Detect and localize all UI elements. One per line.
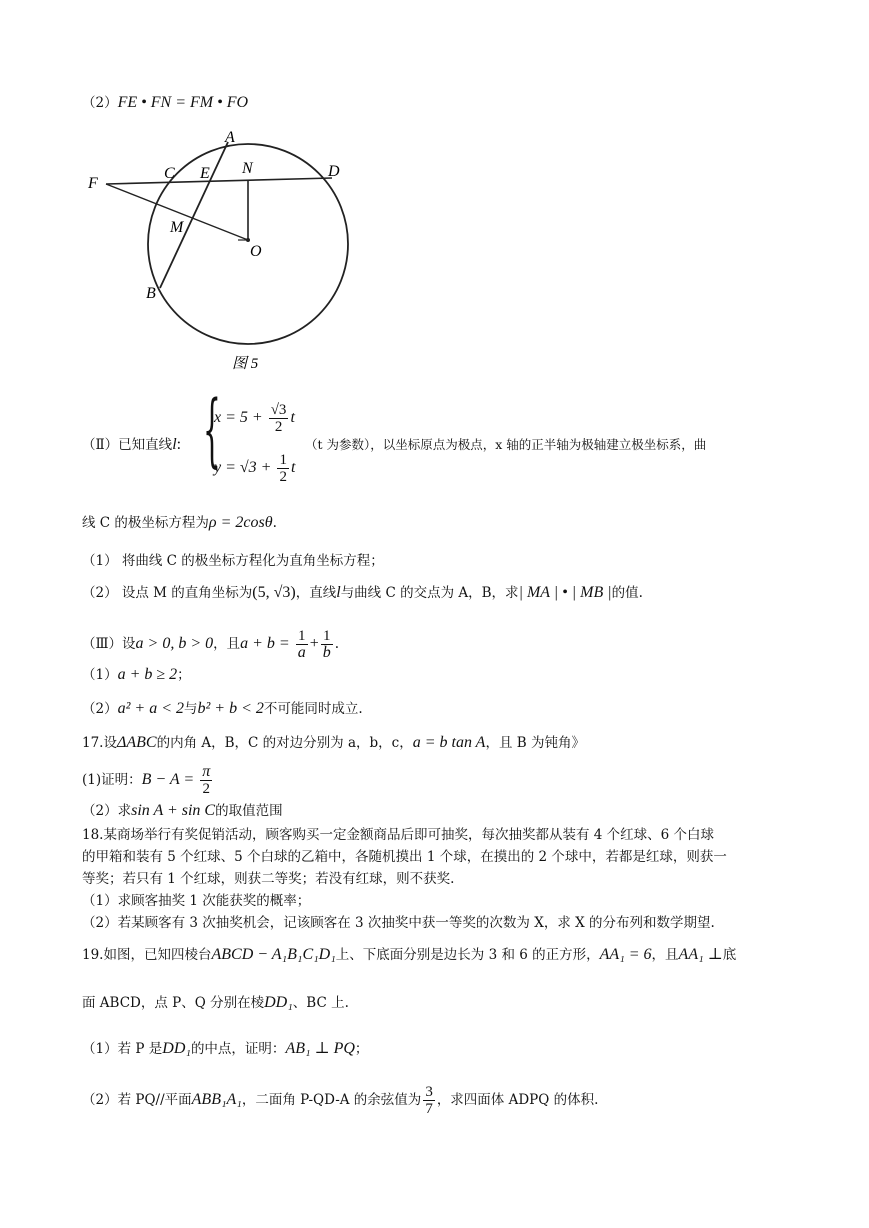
- part2-intro-prefix: （Ⅱ）已知直线: [82, 437, 173, 453]
- part3-q1-suffix: ；: [177, 667, 191, 683]
- eq1-num: √3: [270, 402, 287, 418]
- q19-l3-dd1: DD₁: [162, 1040, 191, 1057]
- q17-p1-expression: B − A =: [141, 771, 199, 788]
- label-F: F: [88, 175, 98, 192]
- eq1-tail: t: [290, 409, 295, 426]
- q17-triangle: ΔABC: [116, 734, 157, 751]
- q19-l2-suffix: 、BC 上.: [292, 995, 349, 1011]
- label-E: E: [200, 165, 210, 182]
- q17-stem: [82, 734, 585, 752]
- q18-line1: 18.某商场举行有奖促销活动，顾客购买一定金额商品后即可抽奖，每次抽奖都从装有 4 个红球、6 个白球: [82, 827, 715, 843]
- line2-prefix: 线 C 的极坐标方程为: [82, 515, 209, 531]
- q17-p2-prefix: （2）求: [82, 803, 132, 819]
- eq2-lhs: y = √3 +: [214, 459, 276, 476]
- part3-q1-num: （1）: [82, 667, 118, 683]
- frac1-num: 1: [296, 628, 308, 645]
- q19-l3-suffix: ；: [354, 1041, 369, 1057]
- eq2-tail: t: [290, 459, 296, 476]
- eq1-fraction: [269, 402, 289, 435]
- figure-caption: 图 5: [232, 356, 259, 372]
- part3-q2: [82, 700, 363, 718]
- pi-over-2: [200, 764, 212, 797]
- q19-line3: [82, 1040, 368, 1058]
- point-M: (5, √3): [252, 584, 296, 601]
- q18-line4: （1）求顾客抽奖 1 次能获奖的概率；: [82, 893, 311, 909]
- q2-mid2: 与曲线 C 的交点为 A，B，求: [340, 585, 519, 601]
- frac2-num: 1: [321, 628, 333, 645]
- secant-FD: [106, 178, 332, 184]
- line-name: l: [172, 436, 177, 453]
- point-O: [246, 238, 250, 242]
- pi-den: 2: [202, 781, 210, 797]
- geometry-figure: [82, 128, 362, 378]
- part3-q2-num: （2）: [82, 701, 118, 717]
- label-B: B: [146, 285, 156, 302]
- q18-line2: 的甲箱和装有 5 个红球、5 个白球的乙箱中，各随机摸出 1 个球，在摸出的 2 个球中，若都是红球，则获一: [82, 849, 727, 865]
- sub2-number: （2）: [82, 95, 118, 111]
- q19-den: 7: [425, 1101, 433, 1117]
- q19-edge-dd1: DD₁: [264, 994, 293, 1011]
- label-M: M: [170, 219, 184, 236]
- q2-expression: | MA | • | MB |: [518, 584, 612, 601]
- eq2-num: 1: [279, 452, 287, 468]
- q19-l1-suffix: 底: [722, 947, 737, 963]
- q2-suffix: 的值.: [611, 585, 643, 601]
- q19-l3-perp: AB₁ ⊥ PQ: [285, 1040, 355, 1057]
- pi-num: π: [202, 763, 211, 780]
- q17-p2-expression: sin A + sin C: [131, 802, 216, 819]
- frac2-den: b: [322, 644, 331, 661]
- q2-prefix: （2） 设点 M 的直角坐标为: [82, 585, 253, 601]
- q19-l1-mid: 上、下底面分别是边长为 3 和 6 的正方形，: [335, 947, 600, 963]
- q19-frustum: ABCD − A₁B₁C₁D₁: [211, 946, 336, 963]
- q19-num: 3: [425, 1084, 433, 1100]
- q18-line3: 等奖；若只有 1 个红球，则获二等奖；若没有红球，则不获奖.: [82, 871, 455, 887]
- part1-sub2: [82, 94, 248, 112]
- q17-expression: a = b tan A: [412, 734, 486, 751]
- q19-l4-mid: ，二面角 P-QD-A 的余弦值为: [241, 1092, 422, 1108]
- part3-q1: [82, 666, 191, 684]
- q17-prefix: 17.设: [82, 735, 117, 751]
- part3-q2-mid: 与: [183, 701, 198, 717]
- frac1-den: a: [297, 644, 306, 661]
- q18-line5: （2）若某顾客有 3 次抽奖机会，记该顾客在 3 次抽奖中获一等奖的次数为 X，求 X 的分布列和数学期望.: [82, 915, 715, 931]
- part2-intro: （Ⅱ）已知直线l:: [82, 436, 182, 453]
- part3-prefix: （Ⅲ）设: [82, 636, 136, 652]
- line2-suffix: .: [272, 515, 277, 531]
- q19-aa1-length: AA₁ = 6: [599, 946, 652, 963]
- q17-mid: 的内角 A，B，C 的对边分别为 a，b，c，: [156, 735, 413, 751]
- part2-q2: [82, 584, 643, 602]
- q19-line4: [82, 1084, 598, 1117]
- q17-suffix: ，且 B 为钝角》: [485, 735, 585, 751]
- q19-aa1-perp: AA₁ ⊥: [678, 946, 723, 963]
- equation-y: [214, 452, 295, 485]
- part3-q1-expression: a + b ≥ 2: [117, 666, 178, 683]
- eq1-den: 2: [274, 419, 283, 435]
- q19-l4-suffix: ，求四面体 ADPQ 的体积.: [436, 1092, 599, 1108]
- q19-plane: ABB₁A₁: [191, 1091, 242, 1108]
- part2-line2: [82, 514, 277, 532]
- part3-suffix: .: [334, 636, 340, 652]
- part2-q1: （1） 将曲线 C 的极坐标方程化为直角坐标方程；: [82, 553, 384, 569]
- eq2-fraction: [277, 452, 289, 485]
- part3-mid: ，且: [213, 636, 241, 652]
- q19-l3-prefix: （1）若 P 是: [82, 1041, 163, 1057]
- part3-q2-expr2: b² + b < 2: [197, 700, 264, 717]
- chord-AB: [160, 142, 228, 288]
- label-A: A: [225, 129, 235, 146]
- part3-intro: （Ⅲ）设a > 0, b > 0，且a + b = $\frac{1}{a}$ + $\frac{1}{b}$ .: [82, 628, 340, 661]
- part3-q2-suffix: 不可能同时成立.: [263, 701, 363, 717]
- label-D: D: [328, 163, 340, 180]
- q19-line2: [82, 994, 349, 1012]
- label-C: C: [164, 165, 175, 182]
- q17-part1: [82, 764, 214, 797]
- q17-p2-suffix: 的取值范围: [215, 803, 283, 819]
- q19-l1-prefix: 19.如图，已知四棱台: [82, 947, 212, 963]
- q17-part2: [82, 802, 283, 820]
- sub2-expression: FE • FN = FM • FO: [117, 94, 249, 111]
- q17-p1-prefix: (1)证明：: [82, 772, 142, 788]
- label-O: O: [250, 243, 262, 260]
- q19-l3-mid: 的中点，证明：: [190, 1041, 286, 1057]
- equation-x: [214, 402, 295, 435]
- part3-condition: a > 0, b > 0: [135, 635, 214, 652]
- eq2-den: 2: [279, 469, 287, 485]
- part2-intro-suffix: （t 为参数），以坐标原点为极点，x 轴的正半轴为极轴建立极坐标系，曲: [305, 437, 707, 452]
- q19-l2-prefix: 面 ABCD，点 P、Q 分别在棱: [82, 995, 265, 1011]
- part3-q2-expr1: a² + a < 2: [117, 700, 184, 717]
- polar-equation: ρ = 2cosθ: [208, 514, 273, 531]
- q19-line1: [82, 946, 736, 964]
- q2-mid: ，直线: [295, 585, 337, 601]
- q19-l4-prefix: （2）若 PQ//平面: [82, 1092, 192, 1108]
- eq1-lhs: x = 5 +: [214, 409, 267, 426]
- q2-line-name: l: [336, 584, 341, 601]
- part3-expression: a + b =: [240, 635, 294, 652]
- label-N: N: [242, 160, 253, 177]
- frac-1-over-a: [296, 628, 308, 661]
- q19-l1-mid2: ，且: [651, 947, 679, 963]
- frac-1-over-b: [321, 628, 333, 661]
- three-sevenths: [423, 1084, 435, 1117]
- system-brace: {: [203, 383, 221, 476]
